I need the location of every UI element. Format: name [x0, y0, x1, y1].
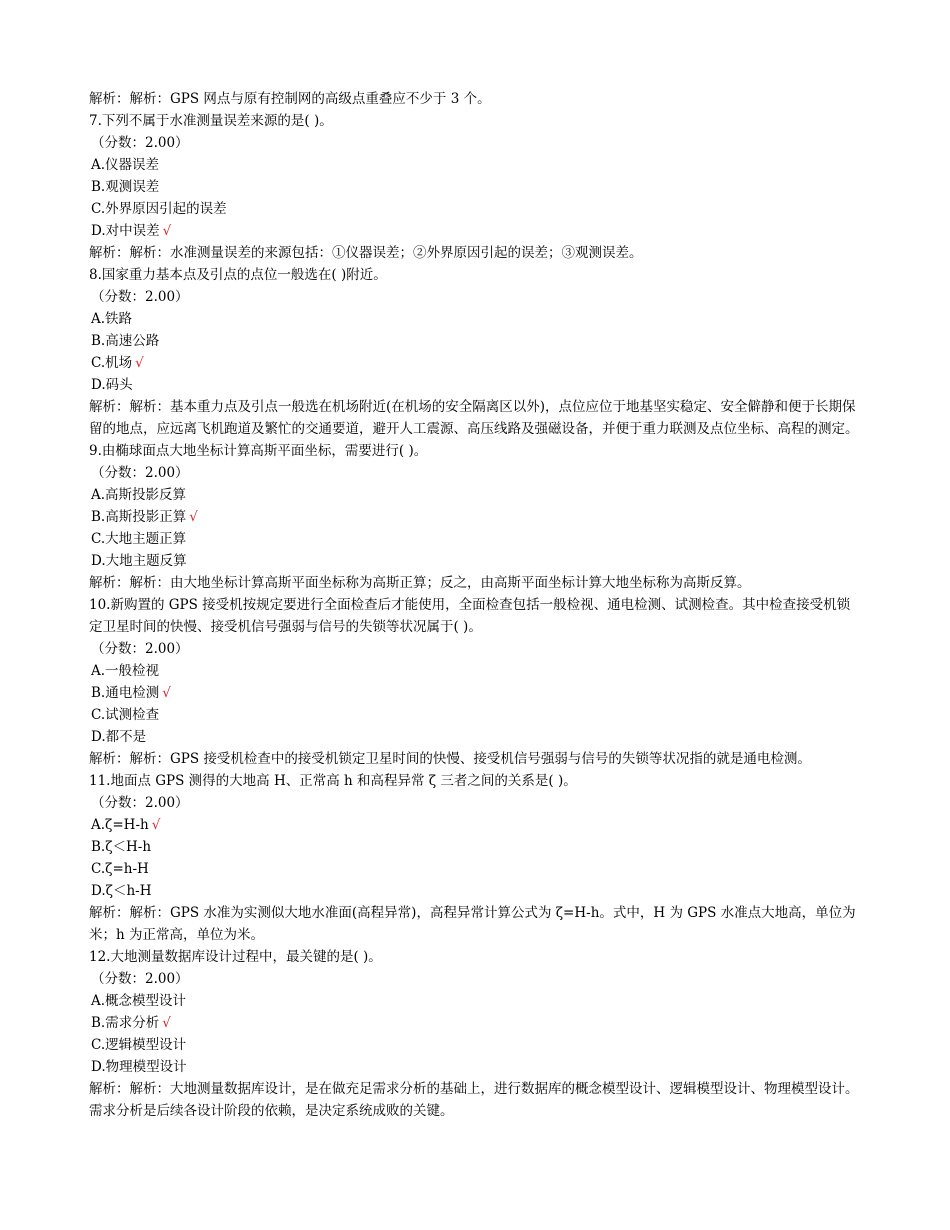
answer-option [89, 198, 861, 220]
question-score: （分数：2.00） [91, 289, 189, 305]
analysis-text: 解析：GPS 接受机检查中的接受机锁定卫星时间的快慢、接受机信号强弱与信号的失锁等状况指的就是通电检测。 [129, 751, 811, 767]
question-stem: 10.新购置的 GPS 接受机按规定要进行全面检查后才能使用，全面检查包括一般检视、通电检测、试测检查。其中检查接受机锁定卫星时间的快慢、接受机信号强弱与信号的失锁等状况属于( )。 [89, 597, 851, 635]
answer-option [89, 1034, 861, 1056]
answer-option [89, 330, 861, 352]
answer-option [89, 990, 861, 1012]
correct-check-icon: √ [135, 355, 144, 371]
answer-option [89, 1056, 861, 1078]
question-score: （分数：2.00） [91, 465, 189, 481]
correct-check-icon: √ [162, 1015, 171, 1031]
correct-check-icon: √ [151, 817, 161, 833]
answer-option [89, 858, 861, 880]
option-label: C.外界原因引起的误差 [91, 201, 227, 217]
answer-option [89, 374, 861, 396]
analysis-text: 解析：由大地坐标计算高斯平面坐标称为高斯正算；反之，由高斯平面坐标计算大地坐标称为高斯反算。 [129, 575, 751, 591]
analysis-text: 解析：GPS 水准为实测似大地水准面(高程异常)，高程异常计算公式为 ζ=H-h。式中，H 为 GPS 水准点大地高，单位为米；h 为正常高，单位为米。 [89, 905, 856, 943]
option-label: A.仪器误差 [91, 157, 160, 173]
option-label: D.ζ＜h-H [91, 883, 152, 899]
answer-option [89, 176, 861, 198]
analysis-prefix: 解析： [89, 399, 130, 415]
question-stem: 8.国家重力基本点及引点的点位一般选在( )附近。 [89, 267, 387, 283]
question-analysis [89, 748, 861, 770]
option-label: A.ζ=H-h [91, 817, 149, 833]
option-label: B.观测误差 [91, 179, 160, 195]
option-label: D.大地主题反算 [91, 553, 187, 569]
option-label: D.都不是 [91, 729, 147, 745]
question-analysis [89, 902, 861, 946]
analysis-text: 解析：水准测量误差的来源包括：①仪器误差；②外界原因引起的误差；③观测误差。 [129, 245, 643, 261]
analysis-text: 解析：基本重力点及引点一般选在机场附近(在机场的安全隔离区以外)，点位应位于地基坚实稳定、安全僻静和便于长期保留的地点，应远离飞机跑道及繁忙的交通要道，避开人工震源、高压线路及强磁设备，并便于重力联测及点位坐标、高程的测定。 [89, 399, 859, 437]
option-label: B.ζ＜H-h [91, 839, 152, 855]
option-label: B.高速公路 [91, 333, 160, 349]
question-score: （分数：2.00） [91, 971, 189, 987]
correct-check-icon: √ [189, 509, 198, 525]
answer-option [89, 682, 861, 704]
question-list [89, 110, 861, 1122]
question-block [89, 770, 861, 946]
question-stem: 9.由椭球面点大地坐标计算高斯平面坐标，需要进行( )。 [89, 443, 428, 459]
question-block [89, 440, 861, 594]
analysis-prefix: 解析： [89, 245, 130, 261]
question-block [89, 264, 861, 440]
correct-check-icon: √ [162, 223, 172, 239]
analysis-prefix: 解析： [89, 1081, 130, 1097]
answer-option [89, 836, 861, 858]
document-page [89, 88, 861, 1122]
intro-analysis [89, 88, 861, 110]
question-block [89, 946, 861, 1122]
option-label: B.通电检测 [91, 685, 160, 701]
question-analysis [89, 1078, 861, 1122]
option-label: C.机场 [91, 355, 133, 371]
analysis-prefix: 解析： [89, 751, 130, 767]
option-label: C.逻辑模型设计 [91, 1037, 187, 1053]
answer-option [89, 484, 861, 506]
analysis-text: 解析：大地测量数据库设计，是在做充足需求分析的基础上，进行数据库的概念模型设计、逻辑模型设计、物理模型设计。需求分析是后续各设计阶段的依赖，是决定系统成败的关键。 [89, 1081, 859, 1119]
analysis-text: 解析：GPS 网点与原有控制网的高级点重叠应不少于 3 个。 [129, 91, 491, 107]
question-block [89, 110, 861, 264]
answer-option [89, 704, 861, 726]
question-score: （分数：2.00） [91, 795, 189, 811]
option-label: C.大地主题正算 [91, 531, 187, 547]
question-analysis [89, 242, 861, 264]
correct-check-icon: √ [162, 685, 171, 701]
option-label: C.ζ=h-H [91, 861, 149, 877]
answer-option [89, 506, 861, 528]
option-label: A.高斯投影反算 [91, 487, 187, 503]
question-analysis [89, 396, 861, 440]
option-label: D.码头 [91, 377, 133, 393]
question-stem: 7.下列不属于水准测量误差来源的是( )。 [89, 113, 333, 129]
question-block [89, 594, 861, 770]
answer-option [89, 660, 861, 682]
answer-option [89, 220, 861, 242]
option-label: D.物理模型设计 [91, 1059, 187, 1075]
answer-option [89, 154, 861, 176]
option-label: B.需求分析 [91, 1015, 160, 1031]
option-label: C.试测检查 [91, 707, 160, 723]
answer-option [89, 880, 861, 902]
question-score: （分数：2.00） [91, 641, 189, 657]
question-stem: 12.大地测量数据库设计过程中，最关键的是( )。 [89, 949, 382, 965]
analysis-prefix: 解析： [89, 905, 130, 921]
answer-option [89, 528, 861, 550]
answer-option [89, 1012, 861, 1034]
option-label: A.一般检视 [91, 663, 160, 679]
question-stem: 11.地面点 GPS 测得的大地高 H、正常高 h 和高程异常 ζ 三者之间的关系是( )。 [89, 773, 577, 789]
question-score: （分数：2.00） [91, 135, 189, 151]
option-label: D.对中误差 [91, 223, 160, 239]
answer-option [89, 814, 861, 836]
answer-option [89, 550, 861, 572]
analysis-prefix: 解析： [89, 575, 130, 591]
analysis-prefix: 解析： [89, 91, 130, 107]
answer-option [89, 308, 861, 330]
option-label: B.高斯投影正算 [91, 509, 187, 525]
option-label: A.铁路 [91, 311, 133, 327]
question-analysis [89, 572, 861, 594]
answer-option [89, 352, 861, 374]
option-label: A.概念模型设计 [91, 993, 187, 1009]
answer-option [89, 726, 861, 748]
